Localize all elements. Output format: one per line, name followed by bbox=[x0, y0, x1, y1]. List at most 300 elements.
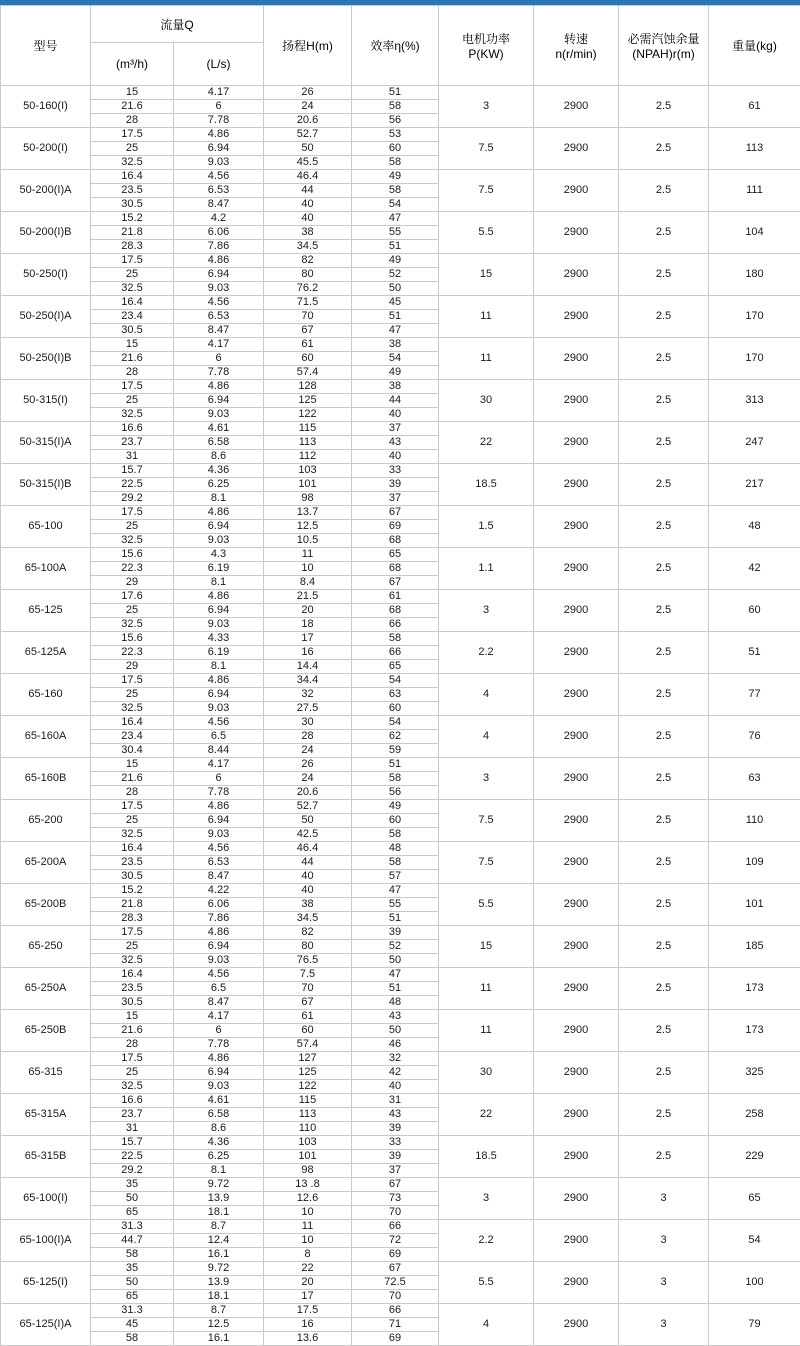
flow-m3h-cell: 15.6 bbox=[91, 548, 174, 562]
efficiency-cell: 42 bbox=[352, 1066, 439, 1080]
table-row bbox=[1, 338, 800, 352]
table-row bbox=[1, 1220, 800, 1234]
npsh-cell: 2.5 bbox=[619, 506, 709, 548]
head-cell: 18 bbox=[264, 618, 352, 632]
model-cell: 65-100 bbox=[1, 506, 91, 548]
flow-m3h-cell: 25 bbox=[91, 604, 174, 618]
power-cell: 18.5 bbox=[439, 464, 534, 506]
power-cell: 1.5 bbox=[439, 506, 534, 548]
head-cell: 11 bbox=[264, 548, 352, 562]
model-cell: 65-315 bbox=[1, 1052, 91, 1094]
speed-cell: 2900 bbox=[534, 590, 619, 632]
flow-m3h-cell: 15.2 bbox=[91, 884, 174, 898]
flow-ls-cell: 7.86 bbox=[174, 240, 264, 254]
table-row bbox=[1, 590, 800, 604]
col-header-power-line1: 电机功率 bbox=[439, 30, 533, 47]
efficiency-cell: 66 bbox=[352, 646, 439, 660]
col-header-flow: 流量Q bbox=[91, 6, 264, 43]
head-cell: 67 bbox=[264, 324, 352, 338]
flow-m3h-cell: 21.6 bbox=[91, 352, 174, 366]
flow-m3h-cell: 31.3 bbox=[91, 1220, 174, 1234]
efficiency-cell: 49 bbox=[352, 170, 439, 184]
flow-m3h-cell: 29 bbox=[91, 660, 174, 674]
flow-ls-cell: 6.53 bbox=[174, 184, 264, 198]
flow-m3h-cell: 28 bbox=[91, 786, 174, 800]
flow-ls-cell: 9.03 bbox=[174, 828, 264, 842]
head-cell: 50 bbox=[264, 814, 352, 828]
efficiency-cell: 68 bbox=[352, 534, 439, 548]
efficiency-cell: 47 bbox=[352, 968, 439, 982]
speed-cell: 2900 bbox=[534, 1220, 619, 1262]
flow-m3h-cell: 25 bbox=[91, 394, 174, 408]
flow-m3h-cell: 17.5 bbox=[91, 674, 174, 688]
efficiency-cell: 48 bbox=[352, 996, 439, 1010]
efficiency-cell: 60 bbox=[352, 702, 439, 716]
table-body bbox=[1, 86, 800, 1346]
flow-ls-cell: 6.94 bbox=[174, 1066, 264, 1080]
npsh-cell: 2.5 bbox=[619, 296, 709, 338]
flow-m3h-cell: 21.8 bbox=[91, 226, 174, 240]
flow-m3h-cell: 23.7 bbox=[91, 1108, 174, 1122]
flow-m3h-cell: 23.4 bbox=[91, 310, 174, 324]
flow-ls-cell: 7.78 bbox=[174, 114, 264, 128]
model-cell: 50-315(I)B bbox=[1, 464, 91, 506]
power-cell: 5.5 bbox=[439, 1262, 534, 1304]
head-cell: 16 bbox=[264, 1318, 352, 1332]
weight-cell: 229 bbox=[709, 1136, 800, 1178]
efficiency-cell: 52 bbox=[352, 940, 439, 954]
weight-cell: 247 bbox=[709, 422, 800, 464]
flow-ls-cell: 6 bbox=[174, 772, 264, 786]
flow-m3h-cell: 17.6 bbox=[91, 590, 174, 604]
npsh-cell: 2.5 bbox=[619, 632, 709, 674]
flow-ls-cell: 9.03 bbox=[174, 156, 264, 170]
head-cell: 10 bbox=[264, 1234, 352, 1248]
efficiency-cell: 54 bbox=[352, 674, 439, 688]
flow-ls-cell: 7.78 bbox=[174, 1038, 264, 1052]
speed-cell: 2900 bbox=[534, 128, 619, 170]
model-cell: 65-200 bbox=[1, 800, 91, 842]
head-cell: 112 bbox=[264, 450, 352, 464]
flow-ls-cell: 9.72 bbox=[174, 1262, 264, 1276]
weight-cell: 217 bbox=[709, 464, 800, 506]
weight-cell: 79 bbox=[709, 1304, 800, 1346]
power-cell: 2.2 bbox=[439, 632, 534, 674]
flow-m3h-cell: 30.5 bbox=[91, 324, 174, 338]
col-header-speed-line2: n(r/min) bbox=[534, 47, 618, 61]
flow-m3h-cell: 21.6 bbox=[91, 1024, 174, 1038]
weight-cell: 63 bbox=[709, 758, 800, 800]
head-cell: 128 bbox=[264, 380, 352, 394]
head-cell: 70 bbox=[264, 982, 352, 996]
efficiency-cell: 65 bbox=[352, 660, 439, 674]
col-header-weight: 重量(kg) bbox=[709, 6, 800, 86]
efficiency-cell: 44 bbox=[352, 394, 439, 408]
head-cell: 57.4 bbox=[264, 366, 352, 380]
weight-cell: 100 bbox=[709, 1262, 800, 1304]
power-cell: 30 bbox=[439, 380, 534, 422]
flow-ls-cell: 12.5 bbox=[174, 1318, 264, 1332]
efficiency-cell: 33 bbox=[352, 1136, 439, 1150]
flow-m3h-cell: 16.6 bbox=[91, 1094, 174, 1108]
model-cell: 65-250B bbox=[1, 1010, 91, 1052]
flow-m3h-cell: 25 bbox=[91, 1066, 174, 1080]
efficiency-cell: 51 bbox=[352, 240, 439, 254]
power-cell: 22 bbox=[439, 422, 534, 464]
speed-cell: 2900 bbox=[534, 548, 619, 590]
head-cell: 26 bbox=[264, 758, 352, 772]
flow-m3h-cell: 22.3 bbox=[91, 562, 174, 576]
npsh-cell: 2.5 bbox=[619, 758, 709, 800]
head-cell: 40 bbox=[264, 884, 352, 898]
head-cell: 13 .8 bbox=[264, 1178, 352, 1192]
speed-cell: 2900 bbox=[534, 800, 619, 842]
model-cell: 50-315(I)A bbox=[1, 422, 91, 464]
npsh-cell: 2.5 bbox=[619, 716, 709, 758]
efficiency-cell: 39 bbox=[352, 1150, 439, 1164]
model-cell: 65-125 bbox=[1, 590, 91, 632]
model-cell: 50-200(I) bbox=[1, 128, 91, 170]
npsh-cell: 2.5 bbox=[619, 590, 709, 632]
efficiency-cell: 68 bbox=[352, 562, 439, 576]
efficiency-cell: 66 bbox=[352, 1220, 439, 1234]
head-cell: 45.5 bbox=[264, 156, 352, 170]
efficiency-cell: 47 bbox=[352, 212, 439, 226]
flow-ls-cell: 8.47 bbox=[174, 198, 264, 212]
head-cell: 80 bbox=[264, 268, 352, 282]
flow-m3h-cell: 15 bbox=[91, 758, 174, 772]
flow-ls-cell: 4.86 bbox=[174, 506, 264, 520]
flow-ls-cell: 6.5 bbox=[174, 730, 264, 744]
head-cell: 76.5 bbox=[264, 954, 352, 968]
npsh-cell: 2.5 bbox=[619, 464, 709, 506]
power-cell: 7.5 bbox=[439, 800, 534, 842]
head-cell: 46.4 bbox=[264, 842, 352, 856]
flow-m3h-cell: 25 bbox=[91, 688, 174, 702]
speed-cell: 2900 bbox=[534, 716, 619, 758]
npsh-cell: 2.5 bbox=[619, 1010, 709, 1052]
speed-cell: 2900 bbox=[534, 338, 619, 380]
flow-ls-cell: 6.94 bbox=[174, 394, 264, 408]
flow-ls-cell: 8.1 bbox=[174, 492, 264, 506]
efficiency-cell: 51 bbox=[352, 982, 439, 996]
flow-m3h-cell: 32.5 bbox=[91, 282, 174, 296]
model-cell: 65-100(I)A bbox=[1, 1220, 91, 1262]
head-cell: 17 bbox=[264, 1290, 352, 1304]
npsh-cell: 2.5 bbox=[619, 170, 709, 212]
head-cell: 103 bbox=[264, 1136, 352, 1150]
flow-ls-cell: 4.86 bbox=[174, 254, 264, 268]
weight-cell: 51 bbox=[709, 632, 800, 674]
efficiency-cell: 39 bbox=[352, 1122, 439, 1136]
flow-m3h-cell: 15 bbox=[91, 1010, 174, 1024]
power-cell: 3 bbox=[439, 86, 534, 128]
head-cell: 80 bbox=[264, 940, 352, 954]
efficiency-cell: 51 bbox=[352, 758, 439, 772]
flow-m3h-cell: 17.5 bbox=[91, 1052, 174, 1066]
head-cell: 115 bbox=[264, 422, 352, 436]
efficiency-cell: 38 bbox=[352, 338, 439, 352]
flow-ls-cell: 13.9 bbox=[174, 1192, 264, 1206]
efficiency-cell: 57 bbox=[352, 870, 439, 884]
speed-cell: 2900 bbox=[534, 254, 619, 296]
flow-ls-cell: 8.7 bbox=[174, 1304, 264, 1318]
head-cell: 76.2 bbox=[264, 282, 352, 296]
flow-m3h-cell: 17.5 bbox=[91, 128, 174, 142]
head-cell: 10 bbox=[264, 562, 352, 576]
head-cell: 10 bbox=[264, 1206, 352, 1220]
head-cell: 57.4 bbox=[264, 1038, 352, 1052]
head-cell: 20.6 bbox=[264, 786, 352, 800]
weight-cell: 109 bbox=[709, 842, 800, 884]
efficiency-cell: 54 bbox=[352, 716, 439, 730]
efficiency-cell: 67 bbox=[352, 1178, 439, 1192]
head-cell: 60 bbox=[264, 352, 352, 366]
head-cell: 34.5 bbox=[264, 240, 352, 254]
speed-cell: 2900 bbox=[534, 632, 619, 674]
efficiency-cell: 60 bbox=[352, 814, 439, 828]
table-row bbox=[1, 632, 800, 646]
model-cell: 65-250 bbox=[1, 926, 91, 968]
flow-m3h-cell: 50 bbox=[91, 1192, 174, 1206]
flow-ls-cell: 4.86 bbox=[174, 590, 264, 604]
flow-m3h-cell: 29 bbox=[91, 576, 174, 590]
head-cell: 52.7 bbox=[264, 128, 352, 142]
flow-ls-cell: 4.17 bbox=[174, 86, 264, 100]
weight-cell: 54 bbox=[709, 1220, 800, 1262]
efficiency-cell: 60 bbox=[352, 142, 439, 156]
head-cell: 40 bbox=[264, 212, 352, 226]
efficiency-cell: 43 bbox=[352, 1108, 439, 1122]
head-cell: 71.5 bbox=[264, 296, 352, 310]
npsh-cell: 2.5 bbox=[619, 212, 709, 254]
table-row bbox=[1, 506, 800, 520]
flow-ls-cell: 6 bbox=[174, 100, 264, 114]
model-cell: 65-125(I) bbox=[1, 1262, 91, 1304]
flow-m3h-cell: 28 bbox=[91, 1038, 174, 1052]
flow-ls-cell: 4.17 bbox=[174, 338, 264, 352]
efficiency-cell: 39 bbox=[352, 478, 439, 492]
flow-ls-cell: 6.53 bbox=[174, 856, 264, 870]
model-cell: 65-160B bbox=[1, 758, 91, 800]
col-header-npsh-line2: (NPAH)r(m) bbox=[619, 47, 708, 61]
flow-ls-cell: 4.86 bbox=[174, 926, 264, 940]
speed-cell: 2900 bbox=[534, 884, 619, 926]
flow-ls-cell: 8.6 bbox=[174, 450, 264, 464]
flow-ls-cell: 6.58 bbox=[174, 1108, 264, 1122]
table-row bbox=[1, 170, 800, 184]
power-cell: 11 bbox=[439, 338, 534, 380]
head-cell: 8.4 bbox=[264, 576, 352, 590]
npsh-cell: 2.5 bbox=[619, 128, 709, 170]
flow-ls-cell: 16.1 bbox=[174, 1248, 264, 1262]
head-cell: 98 bbox=[264, 492, 352, 506]
head-cell: 26 bbox=[264, 86, 352, 100]
power-cell: 15 bbox=[439, 926, 534, 968]
weight-cell: 113 bbox=[709, 128, 800, 170]
npsh-cell: 2.5 bbox=[619, 1094, 709, 1136]
model-cell: 65-315B bbox=[1, 1136, 91, 1178]
weight-cell: 77 bbox=[709, 674, 800, 716]
efficiency-cell: 55 bbox=[352, 226, 439, 240]
flow-m3h-cell: 45 bbox=[91, 1318, 174, 1332]
head-cell: 125 bbox=[264, 1066, 352, 1080]
weight-cell: 185 bbox=[709, 926, 800, 968]
efficiency-cell: 55 bbox=[352, 898, 439, 912]
head-cell: 28 bbox=[264, 730, 352, 744]
head-cell: 70 bbox=[264, 310, 352, 324]
head-cell: 113 bbox=[264, 1108, 352, 1122]
efficiency-cell: 58 bbox=[352, 632, 439, 646]
col-header-power bbox=[439, 6, 534, 86]
efficiency-cell: 54 bbox=[352, 352, 439, 366]
model-cell: 65-160 bbox=[1, 674, 91, 716]
head-cell: 14.4 bbox=[264, 660, 352, 674]
npsh-cell: 2.5 bbox=[619, 800, 709, 842]
flow-ls-cell: 4.22 bbox=[174, 884, 264, 898]
power-cell: 18.5 bbox=[439, 1136, 534, 1178]
efficiency-cell: 59 bbox=[352, 744, 439, 758]
flow-m3h-cell: 50 bbox=[91, 1276, 174, 1290]
head-cell: 60 bbox=[264, 1024, 352, 1038]
flow-m3h-cell: 28.3 bbox=[91, 240, 174, 254]
flow-m3h-cell: 17.5 bbox=[91, 254, 174, 268]
weight-cell: 104 bbox=[709, 212, 800, 254]
head-cell: 12.5 bbox=[264, 520, 352, 534]
table-row bbox=[1, 1262, 800, 1276]
flow-ls-cell: 8.1 bbox=[174, 660, 264, 674]
weight-cell: 65 bbox=[709, 1178, 800, 1220]
flow-ls-cell: 12.4 bbox=[174, 1234, 264, 1248]
speed-cell: 2900 bbox=[534, 296, 619, 338]
flow-ls-cell: 9.03 bbox=[174, 408, 264, 422]
flow-m3h-cell: 17.5 bbox=[91, 800, 174, 814]
flow-ls-cell: 6.94 bbox=[174, 268, 264, 282]
flow-ls-cell: 6.25 bbox=[174, 478, 264, 492]
pump-spec-table bbox=[0, 5, 800, 1346]
efficiency-cell: 56 bbox=[352, 786, 439, 800]
head-cell: 24 bbox=[264, 744, 352, 758]
efficiency-cell: 49 bbox=[352, 800, 439, 814]
head-cell: 67 bbox=[264, 996, 352, 1010]
head-cell: 82 bbox=[264, 926, 352, 940]
table-row bbox=[1, 1136, 800, 1150]
head-cell: 24 bbox=[264, 772, 352, 786]
flow-m3h-cell: 31 bbox=[91, 450, 174, 464]
flow-ls-cell: 9.03 bbox=[174, 954, 264, 968]
flow-ls-cell: 4.33 bbox=[174, 632, 264, 646]
flow-m3h-cell: 23.5 bbox=[91, 982, 174, 996]
npsh-cell: 2.5 bbox=[619, 1136, 709, 1178]
speed-cell: 2900 bbox=[534, 968, 619, 1010]
flow-ls-cell: 6.94 bbox=[174, 520, 264, 534]
model-cell: 50-250(I) bbox=[1, 254, 91, 296]
head-cell: 34.4 bbox=[264, 674, 352, 688]
flow-m3h-cell: 23.5 bbox=[91, 856, 174, 870]
power-cell: 11 bbox=[439, 1010, 534, 1052]
flow-ls-cell: 4.56 bbox=[174, 170, 264, 184]
flow-m3h-cell: 15.2 bbox=[91, 212, 174, 226]
npsh-cell: 2.5 bbox=[619, 1052, 709, 1094]
power-cell: 4 bbox=[439, 716, 534, 758]
flow-m3h-cell: 32.5 bbox=[91, 156, 174, 170]
efficiency-cell: 40 bbox=[352, 450, 439, 464]
flow-m3h-cell: 25 bbox=[91, 520, 174, 534]
power-cell: 3 bbox=[439, 1178, 534, 1220]
head-cell: 115 bbox=[264, 1094, 352, 1108]
head-cell: 122 bbox=[264, 408, 352, 422]
npsh-cell: 2.5 bbox=[619, 254, 709, 296]
npsh-cell: 3 bbox=[619, 1178, 709, 1220]
efficiency-cell: 43 bbox=[352, 1010, 439, 1024]
speed-cell: 2900 bbox=[534, 1136, 619, 1178]
flow-ls-cell: 8.6 bbox=[174, 1122, 264, 1136]
flow-ls-cell: 6.19 bbox=[174, 562, 264, 576]
flow-m3h-cell: 16.4 bbox=[91, 296, 174, 310]
head-cell: 38 bbox=[264, 898, 352, 912]
flow-ls-cell: 9.72 bbox=[174, 1178, 264, 1192]
flow-ls-cell: 4.86 bbox=[174, 800, 264, 814]
efficiency-cell: 37 bbox=[352, 492, 439, 506]
flow-ls-cell: 4.2 bbox=[174, 212, 264, 226]
speed-cell: 2900 bbox=[534, 86, 619, 128]
flow-m3h-cell: 15.7 bbox=[91, 1136, 174, 1150]
model-cell: 65-100A bbox=[1, 548, 91, 590]
power-cell: 15 bbox=[439, 254, 534, 296]
flow-m3h-cell: 22.5 bbox=[91, 478, 174, 492]
flow-m3h-cell: 21.6 bbox=[91, 772, 174, 786]
weight-cell: 42 bbox=[709, 548, 800, 590]
power-cell: 7.5 bbox=[439, 170, 534, 212]
table-row bbox=[1, 86, 800, 100]
flow-ls-cell: 9.03 bbox=[174, 1080, 264, 1094]
speed-cell: 2900 bbox=[534, 380, 619, 422]
head-cell: 110 bbox=[264, 1122, 352, 1136]
head-cell: 20 bbox=[264, 604, 352, 618]
head-cell: 98 bbox=[264, 1164, 352, 1178]
model-cell: 50-315(I) bbox=[1, 380, 91, 422]
head-cell: 38 bbox=[264, 226, 352, 240]
flow-ls-cell: 7.78 bbox=[174, 786, 264, 800]
efficiency-cell: 53 bbox=[352, 128, 439, 142]
table-row bbox=[1, 380, 800, 394]
efficiency-cell: 45 bbox=[352, 296, 439, 310]
head-cell: 40 bbox=[264, 870, 352, 884]
speed-cell: 2900 bbox=[534, 170, 619, 212]
speed-cell: 2900 bbox=[534, 1094, 619, 1136]
flow-ls-cell: 6.06 bbox=[174, 898, 264, 912]
flow-ls-cell: 6.58 bbox=[174, 436, 264, 450]
power-cell: 1.1 bbox=[439, 548, 534, 590]
power-cell: 22 bbox=[439, 1094, 534, 1136]
flow-ls-cell: 4.86 bbox=[174, 1052, 264, 1066]
head-cell: 40 bbox=[264, 198, 352, 212]
flow-ls-cell: 8.44 bbox=[174, 744, 264, 758]
head-cell: 42.5 bbox=[264, 828, 352, 842]
head-cell: 20.6 bbox=[264, 114, 352, 128]
table-row bbox=[1, 968, 800, 982]
flow-ls-cell: 4.17 bbox=[174, 758, 264, 772]
table-header bbox=[1, 6, 800, 86]
efficiency-cell: 47 bbox=[352, 324, 439, 338]
head-cell: 82 bbox=[264, 254, 352, 268]
speed-cell: 2900 bbox=[534, 1178, 619, 1220]
head-cell: 34.5 bbox=[264, 912, 352, 926]
model-cell: 50-160(I) bbox=[1, 86, 91, 128]
power-cell: 4 bbox=[439, 674, 534, 716]
head-cell: 125 bbox=[264, 394, 352, 408]
weight-cell: 76 bbox=[709, 716, 800, 758]
